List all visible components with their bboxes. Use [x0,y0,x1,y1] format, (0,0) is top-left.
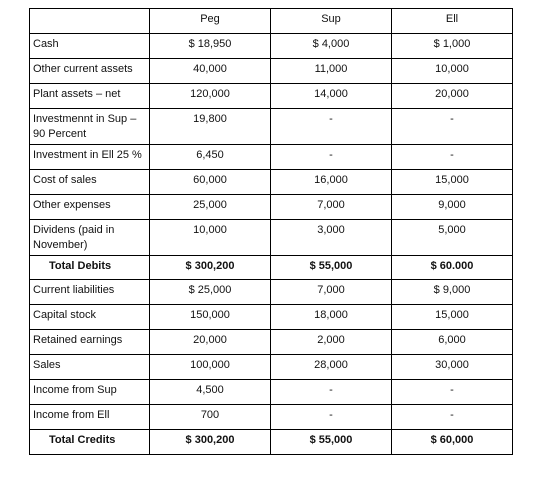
cell-ell: 9,000 [392,195,513,220]
cell-sup: - [271,405,392,430]
row-label: Income from Sup [30,380,150,405]
cell-ell: 15,000 [392,170,513,195]
table-row [30,34,513,59]
header-row [30,9,513,34]
table-row [30,280,513,305]
cell-sup: - [271,145,392,170]
cell-peg: 100,000 [150,355,271,380]
trial-balance-table [29,8,513,455]
cell-peg: 25,000 [150,195,271,220]
cell-peg: 4,500 [150,380,271,405]
table-row [30,405,513,430]
cell-peg: 150,000 [150,305,271,330]
header-cell-ell: Ell [392,9,513,34]
cell-ell: $ 9,000 [392,280,513,305]
cell-sup: 7,000 [271,195,392,220]
cell-peg: $ 18,950 [150,34,271,59]
cell-peg: 10,000 [150,220,271,256]
cell-ell: - [392,145,513,170]
cell-peg: 60,000 [150,170,271,195]
cell-peg: $ 300,200 [150,430,271,455]
cell-peg: 19,800 [150,109,271,145]
row-label: Plant assets – net [30,84,150,109]
cell-ell: 5,000 [392,220,513,256]
row-label: Capital stock [30,305,150,330]
cell-sup: 11,000 [271,59,392,84]
cell-peg: 20,000 [150,330,271,355]
cell-ell: 30,000 [392,355,513,380]
cell-peg: 700 [150,405,271,430]
cell-ell: - [392,380,513,405]
cell-ell: 10,000 [392,59,513,84]
cell-sup: 3,000 [271,220,392,256]
cell-peg: 40,000 [150,59,271,84]
row-label: Cash [30,34,150,59]
total-debits-row [30,256,513,280]
cell-peg: $ 25,000 [150,280,271,305]
row-label: Sales [30,355,150,380]
cell-ell: $ 60.000 [392,256,513,280]
cell-ell: 15,000 [392,305,513,330]
cell-sup: 16,000 [271,170,392,195]
cell-sup: 14,000 [271,84,392,109]
total-credits-row [30,430,513,455]
cell-ell: $ 1,000 [392,34,513,59]
cell-ell: 6,000 [392,330,513,355]
table-row [30,380,513,405]
cell-peg: $ 300,200 [150,256,271,280]
cell-ell: - [392,405,513,430]
table-row [30,145,513,170]
row-label: Income from Ell [30,405,150,430]
header-cell-blank [30,9,150,34]
row-label: Other current assets [30,59,150,84]
row-label: Total Credits [30,430,150,455]
cell-sup: 18,000 [271,305,392,330]
table-row [30,59,513,84]
table-row [30,220,513,256]
cell-sup: 7,000 [271,280,392,305]
row-label: Other expenses [30,195,150,220]
cell-ell: - [392,109,513,145]
row-label: Current liabilities [30,280,150,305]
table-row [30,330,513,355]
cell-ell: 20,000 [392,84,513,109]
row-label: Retained earnings [30,330,150,355]
header-cell-peg: Peg [150,9,271,34]
row-label: Investment in Ell 25 % [30,145,150,170]
cell-sup: - [271,380,392,405]
table-row [30,305,513,330]
row-label: Total Debits [30,256,150,280]
cell-sup: - [271,109,392,145]
row-label: Cost of sales [30,170,150,195]
cell-sup: 2,000 [271,330,392,355]
cell-sup: $ 55,000 [271,256,392,280]
table-row [30,84,513,109]
cell-ell: $ 60,000 [392,430,513,455]
row-label: Investmennt in Sup – 90 Percent [30,109,150,145]
cell-peg: 6,450 [150,145,271,170]
cell-sup: 28,000 [271,355,392,380]
table-row [30,170,513,195]
header-cell-sup: Sup [271,9,392,34]
cell-peg: 120,000 [150,84,271,109]
table-row [30,195,513,220]
cell-sup: $ 4,000 [271,34,392,59]
row-label: Dividens (paid in November) [30,220,150,256]
table-row [30,109,513,145]
table-row [30,355,513,380]
cell-sup: $ 55,000 [271,430,392,455]
